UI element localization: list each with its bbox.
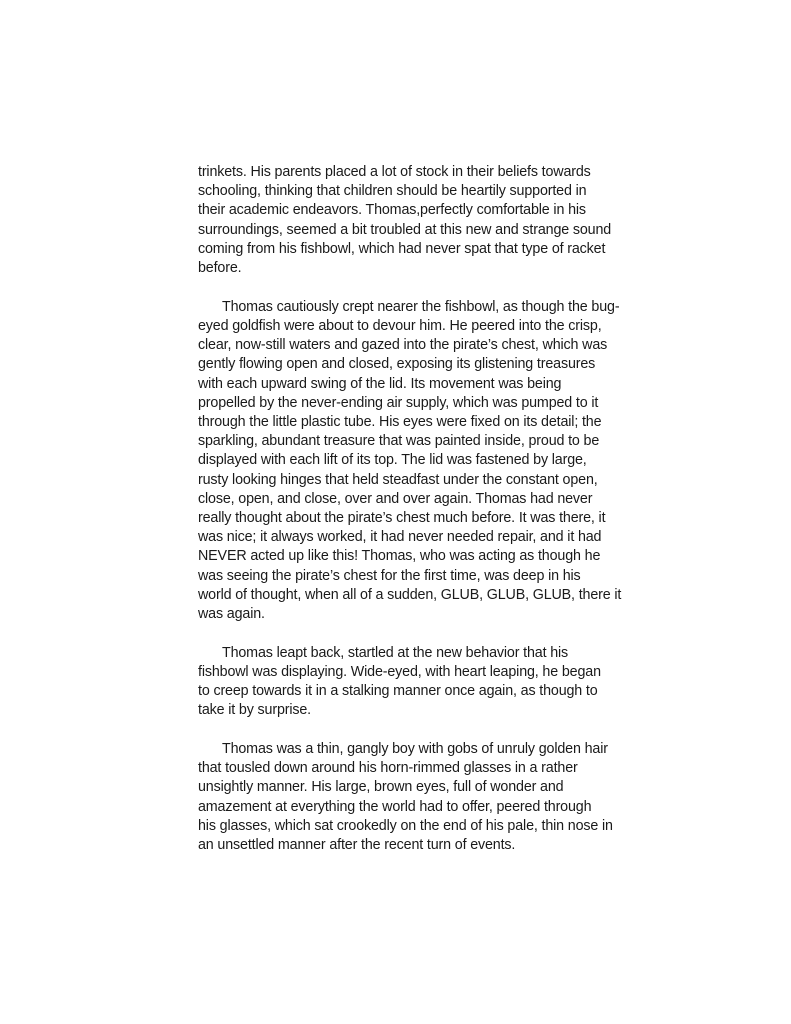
text-line: before. xyxy=(198,260,242,277)
text-line: rusty looking hinges that held steadfast under the constant open, xyxy=(198,471,598,488)
text-line: his glasses, which sat crookedly on the end of his pale, thin nose in xyxy=(198,817,613,834)
text-line: clear, now-still waters and gazed into the pirate’s chest, which was xyxy=(198,337,608,354)
text-line: Thomas leapt back, startled at the new behavior that his xyxy=(222,644,569,661)
text-line: surroundings, seemed a bit troubled at this new and strange sound xyxy=(198,221,612,238)
text-line: unsightly manner. His large, brown eyes, full of wonder and xyxy=(198,779,564,796)
text-line: with each upward swing of the lid. Its movement was being xyxy=(198,375,562,392)
text-line: sparkling, abundant treasure that was painted inside, proud to be xyxy=(198,433,600,450)
text-line: NEVER acted up like this! Thomas, who was acting as though he xyxy=(198,548,601,565)
story-text xyxy=(198,163,638,875)
text-line: close, open, and close, over and over again. Thomas had never xyxy=(198,490,593,507)
paragraph-1 xyxy=(198,163,638,278)
text-line: was again. xyxy=(198,605,265,622)
paragraph-2 xyxy=(198,298,638,624)
text-line: Thomas cautiously crept nearer the fishbowl, as though the bug- xyxy=(222,298,620,315)
text-line: was seeing the pirate’s chest for the first time, was deep in his xyxy=(198,567,581,584)
text-line: world of thought, when all of a sudden, GLUB, GLUB, GLUB, there it xyxy=(198,586,622,603)
text-line: really thought about the pirate’s chest much before. It was there, it xyxy=(198,509,606,526)
text-line: eyed goldfish were about to devour him. He peered into the crisp, xyxy=(198,317,602,334)
text-line: schooling, thinking that children should be heartily supported in xyxy=(198,183,587,200)
text-line: to creep towards it in a stalking manner once again, as though to xyxy=(198,683,598,700)
text-line: amazement at everything the world had to offer, peered through xyxy=(198,798,592,815)
text-line: coming from his fishbowl, which had never spat that type of racket xyxy=(198,240,606,257)
text-line: Thomas was a thin, gangly boy with gobs of unruly golden hair xyxy=(222,740,608,757)
text-line: their academic endeavors. Thomas,perfectly comfortable in his xyxy=(198,202,586,219)
paragraph-3 xyxy=(198,644,638,721)
text-line: take it by surprise. xyxy=(198,702,312,719)
text-line: propelled by the never-ending air supply, which was pumped to it xyxy=(198,394,599,411)
paragraph-4 xyxy=(198,740,638,855)
text-line: was nice; it always worked, it had never needed repair, and it had xyxy=(198,529,602,546)
text-line: trinkets. His parents placed a lot of stock in their beliefs towards xyxy=(198,164,591,180)
text-line: gently flowing open and closed, exposing its glistening treasures xyxy=(198,356,596,373)
text-line: fishbowl was displaying. Wide-eyed, with heart leaping, he began xyxy=(198,663,601,680)
text-line: that tousled down around his horn-rimmed glasses in a rather xyxy=(198,760,578,777)
text-line: through the little plastic tube. His eyes were fixed on its detail; the xyxy=(198,413,602,430)
text-line: displayed with each lift of its top. The lid was fastened by large, xyxy=(198,452,587,469)
text-line: an unsettled manner after the recent turn of events. xyxy=(198,837,516,853)
